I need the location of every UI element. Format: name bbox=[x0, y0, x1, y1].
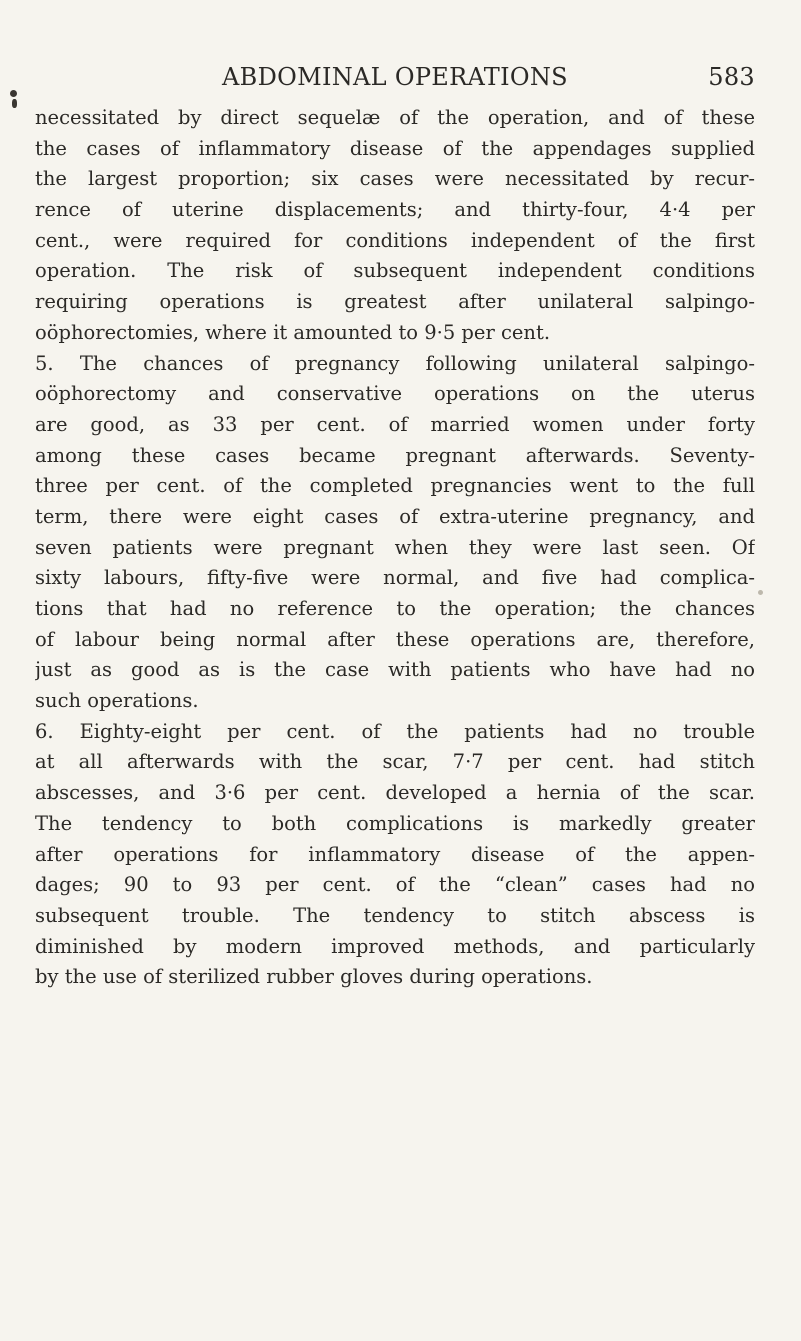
running-head bbox=[222, 63, 755, 99]
text-line: requiring operations is greatest after unilateral salpingo- bbox=[35, 290, 755, 314]
text-line: sixty labours, fifty-five were normal, and five had complica- bbox=[35, 566, 755, 590]
text-line: The tendency to both complications is markedly greater bbox=[35, 811, 755, 835]
body-text bbox=[35, 103, 755, 993]
text-line: the largest proportion; six cases were necessitated by recur- bbox=[35, 167, 755, 191]
text-line: three per cent. of the completed pregnancies went to the full bbox=[35, 474, 755, 498]
text-line: at all afterwards with the scar, 7·7 per cent. had stitch bbox=[35, 750, 755, 774]
text-line: diminished by modern improved methods, and particularly bbox=[35, 934, 755, 958]
text-line: are good, as 33 per cent. of married women under forty bbox=[35, 412, 755, 436]
text-line: oöphorectomies, where it amounted to 9·5 per cent. bbox=[35, 320, 551, 344]
text-line: necessitated by direct sequelæ of the operation, and of these bbox=[35, 106, 755, 129]
text-line: just as good as is the case with patients who have had no bbox=[35, 658, 755, 682]
text-line: of labour being normal after these operations are, therefore, bbox=[35, 627, 755, 651]
ink-speck bbox=[758, 590, 763, 595]
text-line: dages; 90 to 93 per cent. of the “clean” cases had no bbox=[35, 873, 755, 897]
text-line: subsequent trouble. The tendency to stitch abscess is bbox=[35, 903, 755, 927]
text-line: by the use of sterilized rubber gloves during operations. bbox=[35, 965, 593, 989]
text-line: such operations. bbox=[35, 689, 199, 713]
running-title: ABDOMINAL OPERATIONS bbox=[222, 63, 568, 91]
text-line: operation. The risk of subsequent independent conditions bbox=[35, 259, 755, 283]
text-line: tions that had no reference to the operation; the chances bbox=[35, 597, 755, 620]
text-line: 5. The chances of pregnancy following unilateral salpingo- bbox=[35, 351, 755, 375]
text-line: the cases of inflammatory disease of the appendages supplied bbox=[35, 136, 755, 160]
text-line: rence of uterine displacements; and thirty-four, 4·4 per bbox=[35, 198, 755, 222]
text-line: among these cases became pregnant afterwards. Seventy- bbox=[35, 443, 755, 467]
text-line: seven patients were pregnant when they were last seen. Of bbox=[35, 535, 755, 559]
text-line: abscesses, and 3·6 per cent. developed a hernia of the scar. bbox=[35, 781, 755, 805]
text-line: cent., were required for conditions independent of the first bbox=[35, 228, 755, 252]
text-line: 6. Eighty-eight per cent. of the patients had no trouble bbox=[35, 719, 755, 743]
ink-speck bbox=[10, 90, 17, 97]
ink-speck bbox=[12, 99, 17, 108]
text-line: after operations for inflammatory disease of the appen- bbox=[35, 842, 755, 866]
text-line: oöphorectomy and conservative operations on the uterus bbox=[35, 382, 755, 406]
text-line: term, there were eight cases of extra-uterine pregnancy, and bbox=[35, 504, 755, 528]
page-number: 583 bbox=[708, 63, 755, 91]
